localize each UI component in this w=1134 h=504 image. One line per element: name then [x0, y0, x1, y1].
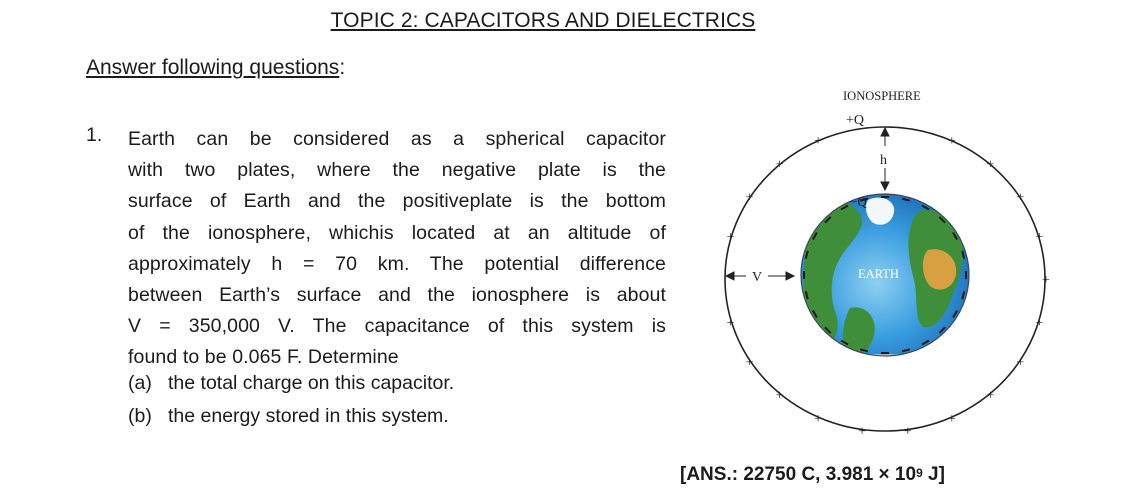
plus-charge: +: [745, 190, 754, 206]
question-line: found to be 0.065 F. Determine: [128, 346, 399, 369]
altitude-label: h: [880, 153, 887, 168]
plus-charge: +: [986, 157, 995, 173]
answer-prefix: [ANS.: 22750 C, 3.981 × 10: [680, 464, 917, 485]
plus-charge: +: [1016, 355, 1025, 371]
answer-suffix: J]: [922, 464, 945, 485]
earth-label: EARTH: [858, 267, 899, 281]
plus-charge: +: [986, 388, 995, 404]
potential-label: V: [752, 270, 763, 285]
ionosphere-label: IONOSPHERE: [843, 89, 921, 103]
plus-charge: +: [1035, 229, 1044, 245]
plus-charge: +: [745, 355, 754, 371]
question-line: Earth can be considered as a spherical capacitor: [128, 128, 666, 150]
question-line: surface of Earth and the positiveplate is the bottom: [128, 190, 666, 213]
topic-title: TOPIC 2: CAPACITORS AND DIELECTRICS: [330, 9, 756, 32]
question-line: approximately h = 70 km. The potential difference: [128, 252, 666, 275]
plus-charge: +: [814, 133, 823, 149]
plus-charge: +: [903, 424, 912, 440]
plus-charge: +: [775, 388, 784, 404]
plus-charge: +: [858, 424, 867, 440]
plus-charge: +: [814, 412, 823, 428]
heading-colon: :: [339, 56, 346, 79]
part-label: (b): [128, 405, 152, 427]
section-heading: [86, 56, 345, 80]
question-line: between Earth’s surface and the ionosphere is about: [128, 284, 666, 307]
question-text: [128, 124, 666, 374]
plus-charge: +: [726, 229, 735, 245]
question-part-a: [128, 372, 454, 395]
question-line: of the ionosphere, whichis located at an altitude of: [128, 221, 666, 244]
question-part-b: [128, 405, 449, 428]
part-text: the total charge on this capacitor.: [168, 372, 455, 394]
plus-charge: +: [947, 412, 956, 428]
part-label: (a): [128, 372, 152, 394]
plus-charge: +: [726, 316, 735, 332]
plus-charge: +: [1035, 316, 1044, 332]
part-text: the energy stored in this system.: [168, 405, 449, 427]
minus-q-label: −Q: [850, 194, 867, 209]
plus-q-label: +Q: [846, 113, 865, 128]
question-line: with two plates, where the negative plate is the: [128, 159, 666, 182]
answer-exponent: 9: [916, 466, 923, 480]
question-number: 1.: [86, 124, 103, 146]
plus-charge: +: [775, 157, 784, 173]
plus-charge: +: [1016, 190, 1025, 206]
spherical-capacitor-diagram: [700, 82, 1070, 452]
plus-charge: +: [1042, 273, 1050, 288]
question-line: V = 350,000 V. The capacitance of this system is: [128, 315, 666, 338]
answer-line: [680, 464, 945, 486]
heading-text: Answer following questions: [86, 56, 340, 79]
plus-charge: +: [947, 133, 956, 149]
